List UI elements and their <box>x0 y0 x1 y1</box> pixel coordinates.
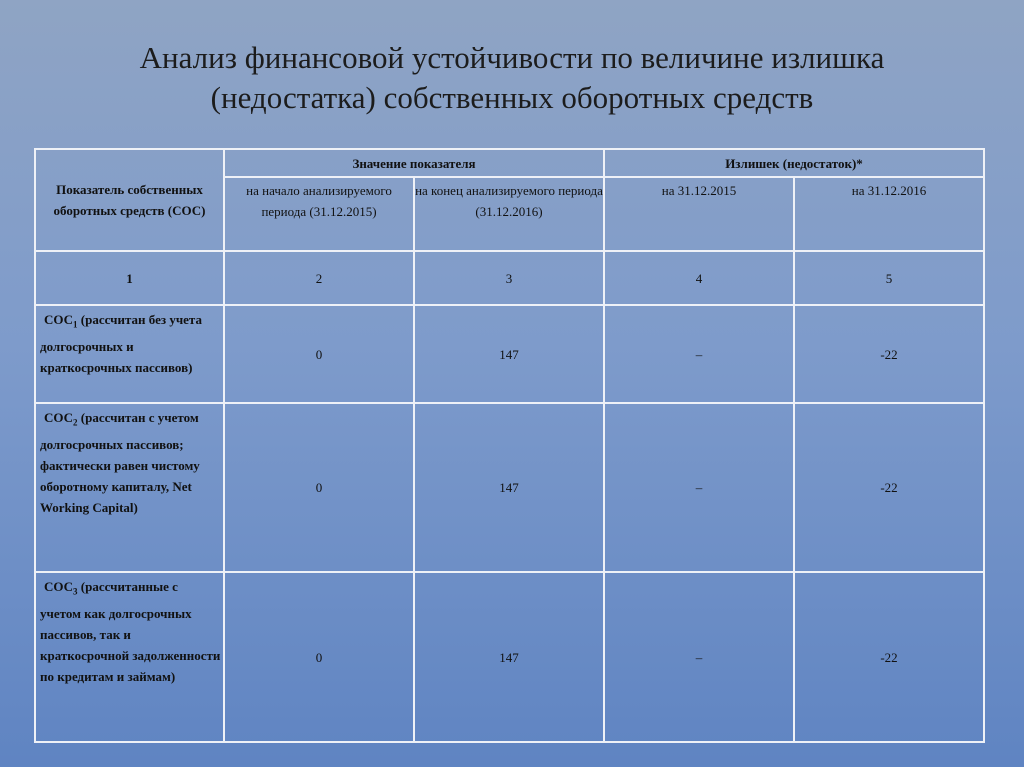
row-label-subscript: 3 <box>73 586 78 597</box>
row-label <box>35 572 224 742</box>
row-label-prefix: СОС <box>44 579 74 594</box>
column-number-1: 1 <box>35 251 224 305</box>
header-indicator-label: Показатель собственных оборотных средств (СОС) <box>53 182 206 218</box>
subheader-2016: на 31.12.2016 <box>794 177 984 251</box>
surplus-2016: -22 <box>794 572 984 742</box>
title-line-1: Анализ финансовой устойчивости по величине излишка <box>139 40 885 75</box>
subheader-2015: на 31.12.2015 <box>604 177 794 251</box>
surplus-2016: -22 <box>794 305 984 403</box>
column-number-2: 2 <box>224 251 414 305</box>
value-start: 0 <box>224 403 414 572</box>
table-row <box>35 403 984 572</box>
value-start: 0 <box>224 572 414 742</box>
financial-stability-table <box>34 148 985 743</box>
table-row <box>35 572 984 742</box>
column-number-5: 5 <box>794 251 984 305</box>
value-end: 147 <box>414 572 604 742</box>
row-label-subscript: 2 <box>73 417 78 428</box>
column-number-4: 4 <box>604 251 794 305</box>
header-indicator <box>35 149 224 251</box>
subheader-start-period: на начало анализируемого периода (31.12.2015) <box>224 177 414 251</box>
row-label-prefix: СОС <box>44 312 74 327</box>
page-title <box>60 38 964 118</box>
subheader-end-period: на конец анализируемого периода (31.12.2016) <box>414 177 604 251</box>
row-label-text: (рассчитанные с учетом как долгосрочных пассивов, так и краткосрочной задолженности по кредитам и займам) <box>40 579 221 684</box>
row-label-prefix: СОС <box>44 410 74 425</box>
row-label <box>35 305 224 403</box>
row-label-text: (рассчитан с учетом долгосрочных пассивов; фактически равен чистому оборотному капиталу, Net Working Capital) <box>40 410 200 515</box>
column-number-3: 3 <box>414 251 604 305</box>
value-end: 147 <box>414 403 604 572</box>
surplus-2016: -22 <box>794 403 984 572</box>
row-label-subscript: 1 <box>73 319 78 330</box>
header-group-values: Значение показателя <box>224 149 604 177</box>
header-group-surplus: Излишек (недостаток)* <box>604 149 984 177</box>
surplus-2015: – <box>604 305 794 403</box>
value-start: 0 <box>224 305 414 403</box>
row-label <box>35 403 224 572</box>
table-row <box>35 305 984 403</box>
title-line-2: (недостатка) собственных оборотных средств <box>210 80 814 115</box>
value-end: 147 <box>414 305 604 403</box>
surplus-2015: – <box>604 572 794 742</box>
row-label-text: (рассчитан без учета долгосрочных и краткосрочных пассивов) <box>40 312 202 375</box>
surplus-2015: – <box>604 403 794 572</box>
